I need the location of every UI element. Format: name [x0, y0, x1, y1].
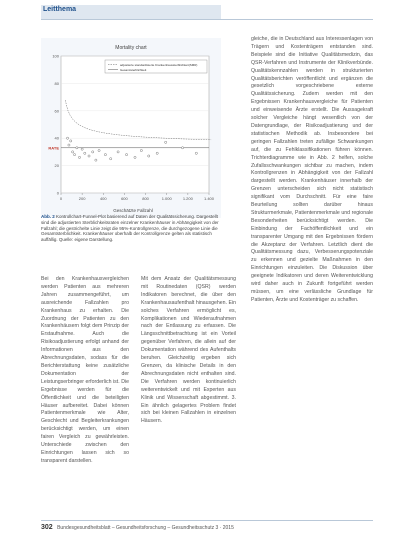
- y-tick-label: 60: [54, 108, 59, 114]
- x-tick-label: 800: [142, 196, 149, 201]
- x-tick-label: 200: [78, 196, 86, 201]
- body-column-middle: Mit dem Ansatz der Qualitätsmessung mit Routinedaten (QSR) werden Indikatoren berechnet, die über den Krankenhausaufenthalt hinausgehen. Ein solches Verfahren ermöglicht es, Komplikationen und Wiederaufnahmen nach der Entlassung zu erfassen. Die Längsschnittbetrachtung ist ein Vorteil gegenüber Verfahren, die allein auf der Dokumentation während des Aufenthalts beruhen. Gleichzeitig ergeben sich Grenzen, da klinische Details in den Abrechnungsdaten nicht enthalten sind. Die Verfahren werden kontinuierlich weiterentwickelt und mit Experten aus Klinik und Wissenschaft abgestimmt. 3. Ein ähnlich gelagertes Problem findet sich bei kleinen Fallzahlen in einzelnen Häusern.: [141, 276, 236, 425]
- hospital-point: [68, 144, 70, 146]
- page-number: 302: [41, 524, 53, 531]
- page-footer: [41, 524, 234, 531]
- x-tick-label: 1.000: [161, 196, 172, 201]
- hospital-point: [81, 148, 83, 150]
- header-divider: [41, 19, 373, 20]
- hospital-point: [98, 149, 100, 151]
- reference-label: RATE: [48, 145, 59, 151]
- hospital-point: [73, 154, 75, 156]
- figure-caption: [41, 214, 221, 243]
- hospital-point: [110, 158, 112, 160]
- y-tick-label: 80: [54, 80, 59, 86]
- figure-caption-label: Abb. 2: [41, 214, 55, 219]
- plot-area: [61, 56, 209, 193]
- y-tick-label: 100: [52, 53, 59, 59]
- body-column-left: Bei den Krankenhausvergleichen werden Patienten aus mehreren Jahren zusammengeführt, um ausreichende Fallzahlen pro Krankenhaus zu erhalten. Die Zuordnung der Patienten zu den Krankenhäusern folgt dem Prinzip der Erstaufnahme. Auch die Risikoadjustierung erfolgt anhand der Informationen aus den Abrechnungsdaten, sodass für die Berichterstattung keine zusätzliche Dokumentation der Leistungserbringer erforderlich ist. Die Ergebnisse werden für die Öffentlichkeit und die beteiligten Häuser aufbereitet. Dabei können Patientenmerkmale wie Alter, Geschlecht und Begleiterkrankungen berücksichtigt werden, um einen fairen Vergleich zu gewährleisten. Unterschiede zwischen den Einrichtungen lassen sich so transparent darstellen.: [41, 276, 129, 464]
- hospital-point: [72, 151, 74, 153]
- chart-title: Mortality chart: [115, 45, 147, 51]
- hospital-point: [117, 151, 119, 153]
- hospital-point: [134, 156, 136, 158]
- hospital-point: [70, 140, 72, 142]
- hospital-point: [125, 154, 127, 156]
- hospital-point: [84, 152, 86, 154]
- hospital-point: [78, 156, 80, 158]
- hospital-point: [92, 151, 94, 153]
- hospital-point: [181, 147, 183, 149]
- hospital-point: [76, 147, 78, 149]
- hospital-point: [165, 141, 167, 143]
- hospital-point: [95, 159, 97, 161]
- funnel-chart: [41, 38, 221, 218]
- section-label: Leitthema: [43, 6, 77, 13]
- hospital-point: [195, 152, 197, 154]
- legend-entry: Gesamtsterblichkeit: [120, 68, 147, 72]
- x-axis-label: Geschätzte Fallzahl: [113, 208, 153, 213]
- x-tick-label: 600: [121, 196, 128, 201]
- footer-divider: [41, 520, 373, 521]
- y-tick-label: 20: [54, 163, 59, 169]
- x-tick-label: 1.200: [182, 196, 193, 201]
- hospital-point: [156, 152, 158, 154]
- hospital-point: [66, 137, 68, 139]
- x-tick-label: 400: [99, 196, 107, 201]
- figure-caption-text: Kontrollchart-Funnel-Plot basierend auf Daten der Qualitätssicherung. Dargestellt sind die adjustierten Sterblichkeitsraten einzelner Krankenhäuser in Abhängigkeit von der Fallzahl; die gestrichelte Linie zeigt die 95%-Kontrollgrenze, die durchgezogene Linie die Gesamtsterblichkeit. Krankenhäuser oberhalb der Kontrollgrenze gelten als statistisch auffällig. Quelle: eigene Darstellung.: [41, 214, 219, 243]
- body-column-right: gleiche, die in Deutschland aus Interessenlagen von Trägern und Kostenträgern entstanden sind. Beispiele sind die Initiative Qualitätsmedizin, das QSR-Verfahren und Instrumente der Klinikverbünde. Qualitätskennzahlen werden in strukturierten Qualitätsberichten veröffentlicht und ergänzen die gesetzlich vorgeschriebene externe Qualitätssicherung. Zudem werden mit den Ergebnissen Krankenhausvergleiche für Patienten und einweisende Ärzte erstellt. Die Aussagekraft solcher Vergleiche hängt wesentlich von der Datengrundlage, der Risikoadjustierung und der statistischen Methodik ab. Insbesondere bei geringen Fallzahlen treten zufällige Schwankungen auf, die zu Fehlklassifikationen führen können. Trichterdiagramme wie in Abb. 2 helfen, solche Zufallsschwankungen sichtbar zu machen, indem Kontrollgrenzen in Abhängigkeit von der Fallzahl dargestellt werden. Krankenhäuser innerhalb der Grenzen unterscheiden sich nicht statistisch signifikant vom Durchschnitt. Für eine faire Beurteilung sollten darüber hinaus Strukturmerkmale, Patientenmerkmale und regionale Besonderheiten berücksichtigt werden. Die Einbindung der Fachöffentlichkeit und ein transparenter Umgang mit den Ergebnissen fördern die Akzeptanz der Verfahren. Letztlich dient die Qualitätsmessung dazu, Verbesserungspotenziale zu erkennen und gezielte Maßnahmen in den Einrichtungen einzuleiten. Die Diskussion über geeignete Indikatoren und deren Weiterentwicklung wird daher auch in Zukunft fortgeführt werden müssen, um eine verlässliche Grundlage für Patienten, Ärzte und Kostenträger zu schaffen.: [251, 36, 373, 303]
- hospital-point: [88, 155, 90, 157]
- hospital-point: [140, 149, 142, 151]
- x-tick-label: 0: [59, 196, 63, 201]
- y-tick-label: 0: [56, 190, 59, 196]
- journal-name: Bundesgesundheitsblatt – Gesundheitsforschung – Gesundheitsschutz 3 · 2015: [57, 525, 234, 531]
- y-tick-label: 40: [54, 135, 59, 141]
- legend-entry: adjustierte standardisierte Krankenhaussterblichkeit(SMR): [120, 63, 198, 67]
- x-tick-label: 1.400: [203, 196, 215, 201]
- hospital-point: [148, 155, 150, 157]
- hospital-point: [104, 154, 106, 156]
